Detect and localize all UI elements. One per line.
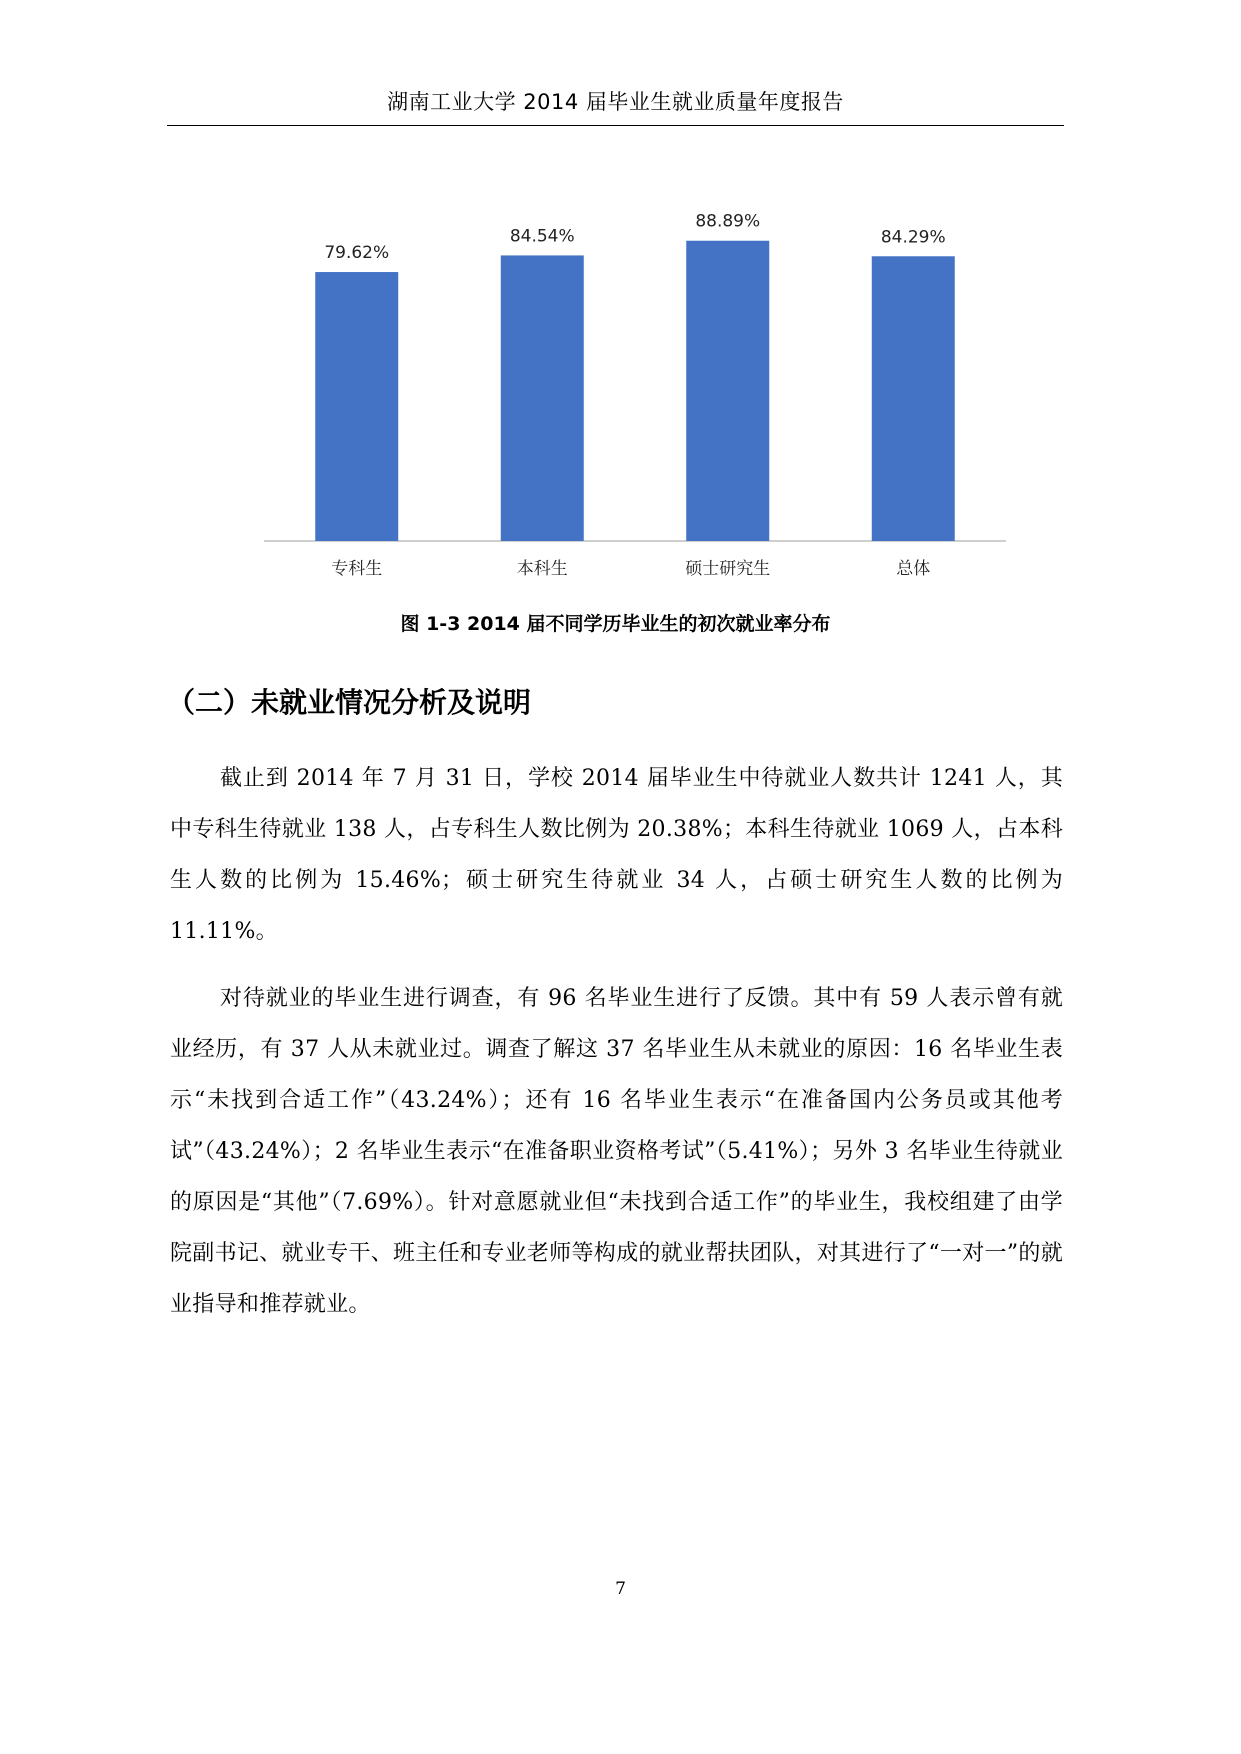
bar-3 (686, 241, 769, 541)
bar-2 (501, 255, 584, 541)
category-label-4: 总体 (896, 559, 931, 579)
bar-chart (0, 0, 1241, 600)
category-label-2: 本科生 (516, 559, 568, 579)
category-label-3: 硕士研究生 (685, 559, 771, 579)
bar-chart-svg (0, 0, 1241, 600)
paragraph-unemployed-stats: 截止到 2014 年 7 月 31 日，学校 2014 届毕业生中待就业人数共计 1241 人，其中专科生待就业 138 人，占专科生人数比例为 20.38%；本科生待就业 1069 人，占本科生人数的比例为 15.46%；硕士研究生待就业 34 人，占硕士研究生人数的比例为 11.11%。 (170, 766, 1063, 944)
category-label-1: 专科生 (331, 559, 383, 579)
data-label-3: 88.89% (695, 211, 761, 232)
bar-4 (872, 256, 955, 541)
figure-caption: 图 1-3 2014 届不同学历毕业生的初次就业率分布 (400, 613, 831, 635)
data-label-2: 84.54% (509, 226, 575, 247)
bar-1 (315, 272, 398, 541)
paragraph-survey-results: 对待就业的毕业生进行调查，有 96 名毕业生进行了反馈。其中有 59 人表示曾有就业经历，有 37 人从未就业过。调查了解这 37 名毕业生从未就业的原因：16 名毕业生表示“未找到合适工作”（43.24%）；还有 16 名毕业生表示“在准备国内公务员或其他考试”（43.24%）；2 名毕业生表示“在准备职业资格考试”（5.41%）；另外 3 名毕业生待就业的原因是“其他”（7.69%）。针对意愿就业但“未找到合适工作”的毕业生，我校组建了由学院副书记、就业专干、班主任和专业老师等构成的就业帮扶团队，对其进行了“一对一”的就业指导和推荐就业。 (170, 986, 1063, 1317)
page-number: 7 (615, 1579, 626, 1599)
data-label-1: 79.62% (324, 243, 390, 264)
data-label-4: 84.29% (880, 227, 946, 248)
section-heading: （二）未就业情况分析及说明 (167, 686, 532, 719)
running-header: 湖南工业大学 2014 届毕业生就业质量年度报告 (387, 90, 844, 114)
